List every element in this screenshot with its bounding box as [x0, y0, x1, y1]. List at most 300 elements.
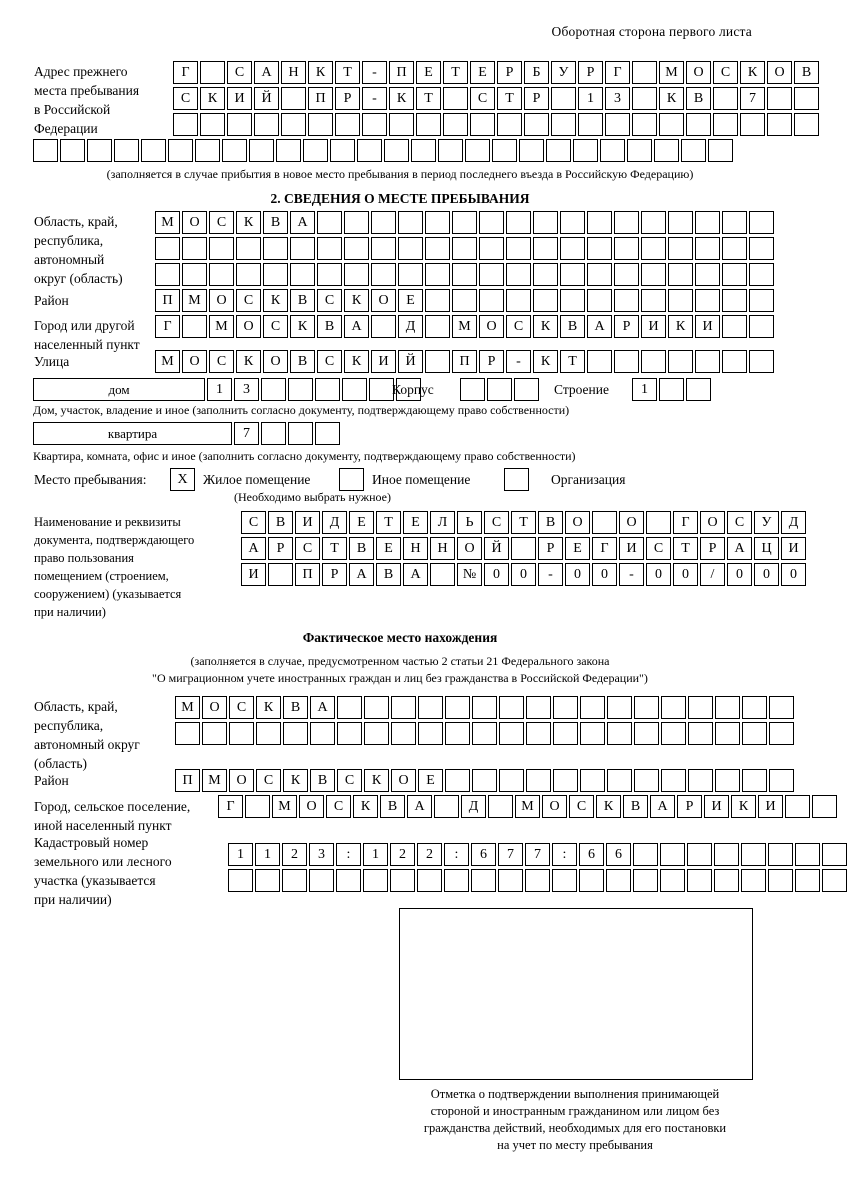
prev-address-r1-cell-15[interactable]: У: [551, 61, 576, 84]
actual-city-cell-4[interactable]: О: [299, 795, 324, 818]
prev-address-r4-cell-9[interactable]: [249, 139, 274, 162]
document-r2-cell-5[interactable]: В: [349, 537, 374, 560]
prev-address-r3-cell-10[interactable]: [416, 113, 441, 136]
district-cell-11[interactable]: [425, 289, 450, 312]
actual-region-r2-cell-3[interactable]: [229, 722, 254, 745]
prev-address-r4-cell-18[interactable]: [492, 139, 517, 162]
city-cell-16[interactable]: В: [560, 315, 585, 338]
prev-address-r4-cell-2[interactable]: [60, 139, 85, 162]
actual-region-r1-cell-9[interactable]: [391, 696, 416, 719]
document-r1-cell-7[interactable]: Е: [403, 511, 428, 534]
region-r1-cell-18[interactable]: [614, 211, 639, 234]
document-r1-cell-21[interactable]: Д: [781, 511, 806, 534]
document-r2-cell-15[interactable]: И: [619, 537, 644, 560]
city-cell-10[interactable]: Д: [398, 315, 423, 338]
prev-address-r4-cell-16[interactable]: [438, 139, 463, 162]
prev-address-r2-cell-15[interactable]: [551, 87, 576, 110]
prev-address-r3-cell-3[interactable]: [227, 113, 252, 136]
city-row[interactable]: [155, 315, 776, 338]
district-cell-3[interactable]: О: [209, 289, 234, 312]
prev-address-r4-cell-14[interactable]: [384, 139, 409, 162]
street-cell-7[interactable]: С: [317, 350, 342, 373]
prev-address-r2-cell-3[interactable]: И: [227, 87, 252, 110]
city-cell-19[interactable]: И: [641, 315, 666, 338]
actual-region-r1-cell-7[interactable]: [337, 696, 362, 719]
cadastral-r1-cell-11[interactable]: 7: [498, 843, 523, 866]
prev-address-r4-cell-6[interactable]: [168, 139, 193, 162]
actual-region-r2-cell-7[interactable]: [337, 722, 362, 745]
region-r1-cell-16[interactable]: [560, 211, 585, 234]
region-row-1[interactable]: [155, 211, 776, 234]
region-r1-cell-23[interactable]: [749, 211, 774, 234]
region-r2-cell-22[interactable]: [722, 237, 747, 260]
prev-address-r1-cell-8[interactable]: -: [362, 61, 387, 84]
document-r3-cell-10[interactable]: 0: [484, 563, 509, 586]
region-r3-cell-7[interactable]: [317, 263, 342, 286]
flat-cell-4[interactable]: [315, 422, 340, 445]
region-r1-cell-14[interactable]: [506, 211, 531, 234]
actual-district-cell-10[interactable]: Е: [418, 769, 443, 792]
prev-address-r4-cell-19[interactable]: [519, 139, 544, 162]
actual-city-cell-5[interactable]: С: [326, 795, 351, 818]
region-r3-cell-19[interactable]: [641, 263, 666, 286]
prev-address-r1-cell-17[interactable]: Г: [605, 61, 630, 84]
prev-address-r1-cell-7[interactable]: Т: [335, 61, 360, 84]
document-row-1[interactable]: [241, 511, 808, 534]
actual-city-cell-12[interactable]: М: [515, 795, 540, 818]
prev-address-r2-cell-12[interactable]: С: [470, 87, 495, 110]
street-cell-17[interactable]: [587, 350, 612, 373]
region-r1-cell-13[interactable]: [479, 211, 504, 234]
actual-region-r1-cell-1[interactable]: М: [175, 696, 200, 719]
prev-address-r1-cell-24[interactable]: В: [794, 61, 819, 84]
district-cell-4[interactable]: С: [236, 289, 261, 312]
actual-district-cell-5[interactable]: К: [283, 769, 308, 792]
cadastral-r1-cell-7[interactable]: 2: [390, 843, 415, 866]
street-cell-21[interactable]: [695, 350, 720, 373]
region-r3-cell-9[interactable]: [371, 263, 396, 286]
prev-address-r3-cell-21[interactable]: [713, 113, 738, 136]
actual-region-r2-cell-10[interactable]: [418, 722, 443, 745]
district-cell-15[interactable]: [533, 289, 558, 312]
prev-address-r2-cell-22[interactable]: 7: [740, 87, 765, 110]
document-r1-cell-14[interactable]: [592, 511, 617, 534]
region-r3-cell-3[interactable]: [209, 263, 234, 286]
prev-address-r3-cell-16[interactable]: [578, 113, 603, 136]
prev-address-row-2[interactable]: [173, 87, 821, 110]
prev-address-r2-cell-18[interactable]: [632, 87, 657, 110]
actual-district-cell-16[interactable]: [580, 769, 605, 792]
street-cell-4[interactable]: К: [236, 350, 261, 373]
stroenie-cell-1[interactable]: 1: [632, 378, 657, 401]
house-cell-2[interactable]: 3: [234, 378, 259, 401]
city-cell-22[interactable]: [722, 315, 747, 338]
actual-region-r1-cell-10[interactable]: [418, 696, 443, 719]
prev-address-r3-cell-1[interactable]: [173, 113, 198, 136]
document-r3-cell-9[interactable]: №: [457, 563, 482, 586]
document-r3-cell-14[interactable]: 0: [592, 563, 617, 586]
city-cell-6[interactable]: К: [290, 315, 315, 338]
document-r1-cell-6[interactable]: Т: [376, 511, 401, 534]
region-r1-cell-8[interactable]: [344, 211, 369, 234]
house-cell-7[interactable]: [369, 378, 394, 401]
street-cell-14[interactable]: -: [506, 350, 531, 373]
actual-district-cell-1[interactable]: П: [175, 769, 200, 792]
actual-region-r1-cell-12[interactable]: [472, 696, 497, 719]
prev-address-r1-cell-14[interactable]: Б: [524, 61, 549, 84]
actual-city-cell-17[interactable]: А: [650, 795, 675, 818]
actual-city-cell-14[interactable]: С: [569, 795, 594, 818]
region-r2-cell-20[interactable]: [668, 237, 693, 260]
street-cell-1[interactable]: М: [155, 350, 180, 373]
street-cell-10[interactable]: Й: [398, 350, 423, 373]
actual-region-r1-cell-14[interactable]: [526, 696, 551, 719]
cadastral-r2-cell-14[interactable]: [579, 869, 604, 892]
street-cell-15[interactable]: К: [533, 350, 558, 373]
region-r3-cell-14[interactable]: [506, 263, 531, 286]
district-cell-10[interactable]: Е: [398, 289, 423, 312]
prev-address-r1-cell-23[interactable]: О: [767, 61, 792, 84]
prev-address-r1-cell-2[interactable]: [200, 61, 225, 84]
prev-address-r3-cell-11[interactable]: [443, 113, 468, 136]
prev-address-r4-cell-25[interactable]: [681, 139, 706, 162]
prev-address-r3-cell-9[interactable]: [389, 113, 414, 136]
city-cell-14[interactable]: С: [506, 315, 531, 338]
document-r2-cell-9[interactable]: О: [457, 537, 482, 560]
house-cell-5[interactable]: [315, 378, 340, 401]
actual-city-cell-6[interactable]: К: [353, 795, 378, 818]
region-r2-cell-14[interactable]: [506, 237, 531, 260]
actual-region-r1-cell-5[interactable]: В: [283, 696, 308, 719]
region-row-2[interactable]: [155, 237, 776, 260]
cadastral-r1-cell-6[interactable]: 1: [363, 843, 388, 866]
actual-district-cell-9[interactable]: О: [391, 769, 416, 792]
document-r2-cell-21[interactable]: И: [781, 537, 806, 560]
actual-region-r2-cell-11[interactable]: [445, 722, 470, 745]
prev-address-r1-cell-16[interactable]: Р: [578, 61, 603, 84]
prev-address-r2-cell-9[interactable]: К: [389, 87, 414, 110]
actual-region-r1-cell-4[interactable]: К: [256, 696, 281, 719]
cadastral-r2-cell-20[interactable]: [741, 869, 766, 892]
prev-address-r2-cell-6[interactable]: П: [308, 87, 333, 110]
document-r2-cell-12[interactable]: Р: [538, 537, 563, 560]
actual-district-cell-17[interactable]: [607, 769, 632, 792]
actual-region-r1-cell-19[interactable]: [661, 696, 686, 719]
actual-region-r2-cell-13[interactable]: [499, 722, 524, 745]
cadastral-r2-cell-15[interactable]: [606, 869, 631, 892]
region-r1-cell-11[interactable]: [425, 211, 450, 234]
document-r2-cell-18[interactable]: Р: [700, 537, 725, 560]
street-row[interactable]: [155, 350, 776, 373]
cadastral-r1-cell-10[interactable]: 6: [471, 843, 496, 866]
region-r1-cell-7[interactable]: [317, 211, 342, 234]
prev-address-r4-cell-20[interactable]: [546, 139, 571, 162]
district-cell-8[interactable]: К: [344, 289, 369, 312]
prev-address-r4-cell-12[interactable]: [330, 139, 355, 162]
document-r2-cell-1[interactable]: А: [241, 537, 266, 560]
prev-address-r2-cell-16[interactable]: 1: [578, 87, 603, 110]
cadastral-r2-cell-5[interactable]: [336, 869, 361, 892]
document-r1-cell-1[interactable]: С: [241, 511, 266, 534]
document-row-2[interactable]: [241, 537, 808, 560]
cadastral-r2-cell-6[interactable]: [363, 869, 388, 892]
document-r2-cell-4[interactable]: Т: [322, 537, 347, 560]
prev-address-r3-cell-17[interactable]: [605, 113, 630, 136]
document-r2-cell-14[interactable]: Г: [592, 537, 617, 560]
prev-address-row-3[interactable]: [173, 113, 821, 136]
city-cell-12[interactable]: М: [452, 315, 477, 338]
document-r1-cell-12[interactable]: В: [538, 511, 563, 534]
prev-address-r4-cell-8[interactable]: [222, 139, 247, 162]
prev-address-r4-cell-24[interactable]: [654, 139, 679, 162]
prev-address-r4-cell-7[interactable]: [195, 139, 220, 162]
cadastral-r1-cell-14[interactable]: 6: [579, 843, 604, 866]
actual-region-r1-cell-3[interactable]: С: [229, 696, 254, 719]
region-r2-cell-17[interactable]: [587, 237, 612, 260]
actual-district-cell-7[interactable]: С: [337, 769, 362, 792]
house-cell-4[interactable]: [288, 378, 313, 401]
region-r3-cell-8[interactable]: [344, 263, 369, 286]
cadastral-r1-cell-1[interactable]: 1: [228, 843, 253, 866]
prev-address-r2-cell-23[interactable]: [767, 87, 792, 110]
place-type-checkbox-organization[interactable]: [504, 468, 529, 491]
prev-address-r3-cell-14[interactable]: [524, 113, 549, 136]
prev-address-r3-cell-7[interactable]: [335, 113, 360, 136]
cadastral-r1-cell-17[interactable]: [660, 843, 685, 866]
cadastral-row-2[interactable]: [228, 869, 849, 892]
actual-region-r2-cell-17[interactable]: [607, 722, 632, 745]
region-r2-cell-2[interactable]: [182, 237, 207, 260]
actual-city-cell-15[interactable]: К: [596, 795, 621, 818]
actual-region-r1-cell-23[interactable]: [769, 696, 794, 719]
document-r2-cell-2[interactable]: Р: [268, 537, 293, 560]
flat-cell-1[interactable]: 7: [234, 422, 259, 445]
actual-district-cell-4[interactable]: С: [256, 769, 281, 792]
prev-address-r4-cell-3[interactable]: [87, 139, 112, 162]
district-cell-7[interactable]: С: [317, 289, 342, 312]
city-cell-7[interactable]: В: [317, 315, 342, 338]
prev-address-r4-cell-22[interactable]: [600, 139, 625, 162]
region-r2-cell-8[interactable]: [344, 237, 369, 260]
cadastral-r1-cell-5[interactable]: :: [336, 843, 361, 866]
prev-address-r4-cell-15[interactable]: [411, 139, 436, 162]
cadastral-r1-cell-22[interactable]: [795, 843, 820, 866]
actual-region-r1-cell-20[interactable]: [688, 696, 713, 719]
actual-region-r1-cell-11[interactable]: [445, 696, 470, 719]
region-r1-cell-10[interactable]: [398, 211, 423, 234]
district-cell-23[interactable]: [749, 289, 774, 312]
document-r3-cell-3[interactable]: П: [295, 563, 320, 586]
actual-region-r1-cell-6[interactable]: А: [310, 696, 335, 719]
prev-address-r1-cell-3[interactable]: С: [227, 61, 252, 84]
cadastral-r2-cell-12[interactable]: [525, 869, 550, 892]
document-r3-cell-7[interactable]: А: [403, 563, 428, 586]
document-r3-cell-8[interactable]: [430, 563, 455, 586]
document-r3-cell-2[interactable]: [268, 563, 293, 586]
city-cell-13[interactable]: О: [479, 315, 504, 338]
actual-region-r2-cell-9[interactable]: [391, 722, 416, 745]
cadastral-r1-cell-2[interactable]: 1: [255, 843, 280, 866]
cadastral-r2-cell-13[interactable]: [552, 869, 577, 892]
actual-district-cell-3[interactable]: О: [229, 769, 254, 792]
prev-address-r4-cell-13[interactable]: [357, 139, 382, 162]
district-cell-17[interactable]: [587, 289, 612, 312]
cadastral-r2-cell-19[interactable]: [714, 869, 739, 892]
stamp-area-box[interactable]: [399, 908, 753, 1080]
actual-region-r2-cell-4[interactable]: [256, 722, 281, 745]
district-cell-18[interactable]: [614, 289, 639, 312]
document-r2-cell-6[interactable]: Е: [376, 537, 401, 560]
cadastral-r2-cell-18[interactable]: [687, 869, 712, 892]
actual-district-cell-8[interactable]: К: [364, 769, 389, 792]
city-cell-8[interactable]: А: [344, 315, 369, 338]
document-r2-cell-3[interactable]: С: [295, 537, 320, 560]
cadastral-r1-cell-23[interactable]: [822, 843, 847, 866]
region-r1-cell-6[interactable]: А: [290, 211, 315, 234]
city-cell-18[interactable]: Р: [614, 315, 639, 338]
actual-district-cell-13[interactable]: [499, 769, 524, 792]
actual-city-cell-11[interactable]: [488, 795, 513, 818]
cadastral-r1-cell-3[interactable]: 2: [282, 843, 307, 866]
street-cell-12[interactable]: П: [452, 350, 477, 373]
prev-address-r2-cell-14[interactable]: Р: [524, 87, 549, 110]
street-cell-13[interactable]: Р: [479, 350, 504, 373]
place-type-checkbox-residential[interactable]: X: [170, 468, 195, 491]
street-cell-11[interactable]: [425, 350, 450, 373]
district-cell-19[interactable]: [641, 289, 666, 312]
prev-address-r3-cell-12[interactable]: [470, 113, 495, 136]
house-cell-1[interactable]: 1: [207, 378, 232, 401]
street-cell-23[interactable]: [749, 350, 774, 373]
street-cell-8[interactable]: К: [344, 350, 369, 373]
city-cell-20[interactable]: К: [668, 315, 693, 338]
region-r2-cell-10[interactable]: [398, 237, 423, 260]
district-cell-5[interactable]: К: [263, 289, 288, 312]
region-r1-cell-12[interactable]: [452, 211, 477, 234]
prev-address-r4-cell-17[interactable]: [465, 139, 490, 162]
prev-address-r3-cell-19[interactable]: [659, 113, 684, 136]
prev-address-r3-cell-2[interactable]: [200, 113, 225, 136]
document-r1-cell-19[interactable]: С: [727, 511, 752, 534]
cadastral-r1-cell-9[interactable]: :: [444, 843, 469, 866]
prev-address-r2-cell-2[interactable]: К: [200, 87, 225, 110]
document-r3-cell-13[interactable]: 0: [565, 563, 590, 586]
actual-region-r2-cell-8[interactable]: [364, 722, 389, 745]
document-r2-cell-19[interactable]: А: [727, 537, 752, 560]
region-r3-cell-22[interactable]: [722, 263, 747, 286]
region-r2-cell-11[interactable]: [425, 237, 450, 260]
document-row-3[interactable]: [241, 563, 808, 586]
prev-address-r2-cell-1[interactable]: С: [173, 87, 198, 110]
city-cell-1[interactable]: Г: [155, 315, 180, 338]
cadastral-r2-cell-10[interactable]: [471, 869, 496, 892]
street-cell-5[interactable]: О: [263, 350, 288, 373]
region-r1-cell-19[interactable]: [641, 211, 666, 234]
actual-district-cell-22[interactable]: [742, 769, 767, 792]
region-r3-cell-21[interactable]: [695, 263, 720, 286]
cadastral-r1-cell-12[interactable]: 7: [525, 843, 550, 866]
document-r1-cell-13[interactable]: О: [565, 511, 590, 534]
stroenie-cell-2[interactable]: [659, 378, 684, 401]
document-r2-cell-17[interactable]: Т: [673, 537, 698, 560]
actual-region-r2-cell-12[interactable]: [472, 722, 497, 745]
cadastral-r2-cell-17[interactable]: [660, 869, 685, 892]
prev-address-r1-cell-18[interactable]: [632, 61, 657, 84]
region-r2-cell-16[interactable]: [560, 237, 585, 260]
document-r3-cell-4[interactable]: Р: [322, 563, 347, 586]
region-r1-cell-22[interactable]: [722, 211, 747, 234]
cadastral-r2-cell-11[interactable]: [498, 869, 523, 892]
district-row[interactable]: [155, 289, 776, 312]
prev-address-r4-cell-10[interactable]: [276, 139, 301, 162]
document-r3-cell-20[interactable]: 0: [754, 563, 779, 586]
prev-address-r3-cell-13[interactable]: [497, 113, 522, 136]
city-cell-15[interactable]: К: [533, 315, 558, 338]
prev-address-r2-cell-10[interactable]: Т: [416, 87, 441, 110]
document-r1-cell-15[interactable]: О: [619, 511, 644, 534]
prev-address-r1-cell-6[interactable]: К: [308, 61, 333, 84]
cadastral-r2-cell-8[interactable]: [417, 869, 442, 892]
region-r2-cell-21[interactable]: [695, 237, 720, 260]
region-r3-cell-11[interactable]: [425, 263, 450, 286]
document-r2-cell-13[interactable]: Е: [565, 537, 590, 560]
prev-address-r2-cell-24[interactable]: [794, 87, 819, 110]
actual-region-r1-cell-8[interactable]: [364, 696, 389, 719]
actual-city-row[interactable]: [218, 795, 839, 818]
actual-region-r1-cell-2[interactable]: О: [202, 696, 227, 719]
prev-address-r1-cell-11[interactable]: Т: [443, 61, 468, 84]
region-r2-cell-12[interactable]: [452, 237, 477, 260]
cadastral-r1-cell-13[interactable]: :: [552, 843, 577, 866]
region-r3-cell-17[interactable]: [587, 263, 612, 286]
house-cell-6[interactable]: [342, 378, 367, 401]
cadastral-r2-cell-7[interactable]: [390, 869, 415, 892]
prev-address-r1-cell-20[interactable]: О: [686, 61, 711, 84]
cadastral-r1-cell-8[interactable]: 2: [417, 843, 442, 866]
prev-address-row-1[interactable]: [173, 61, 821, 84]
korpus-cell-1[interactable]: [460, 378, 485, 401]
actual-region-row-2[interactable]: [175, 722, 796, 745]
actual-region-r2-cell-16[interactable]: [580, 722, 605, 745]
actual-city-cell-2[interactable]: [245, 795, 270, 818]
prev-address-r1-cell-5[interactable]: Н: [281, 61, 306, 84]
actual-district-cell-14[interactable]: [526, 769, 551, 792]
region-r3-cell-18[interactable]: [614, 263, 639, 286]
prev-address-r1-cell-13[interactable]: Р: [497, 61, 522, 84]
document-r1-cell-8[interactable]: Л: [430, 511, 455, 534]
region-r3-cell-4[interactable]: [236, 263, 261, 286]
stroenie-cell-3[interactable]: [686, 378, 711, 401]
document-r1-cell-5[interactable]: Е: [349, 511, 374, 534]
korpus-cell-3[interactable]: [514, 378, 539, 401]
district-cell-21[interactable]: [695, 289, 720, 312]
cadastral-r2-cell-1[interactable]: [228, 869, 253, 892]
city-cell-17[interactable]: А: [587, 315, 612, 338]
prev-address-r1-cell-19[interactable]: М: [659, 61, 684, 84]
actual-region-r1-cell-21[interactable]: [715, 696, 740, 719]
prev-address-r3-cell-5[interactable]: [281, 113, 306, 136]
actual-region-r1-cell-13[interactable]: [499, 696, 524, 719]
actual-district-cell-20[interactable]: [688, 769, 713, 792]
actual-region-r1-cell-22[interactable]: [742, 696, 767, 719]
prev-address-r2-cell-20[interactable]: В: [686, 87, 711, 110]
prev-address-r4-cell-21[interactable]: [573, 139, 598, 162]
prev-address-r1-cell-1[interactable]: Г: [173, 61, 198, 84]
document-r2-cell-11[interactable]: [511, 537, 536, 560]
region-r1-cell-20[interactable]: [668, 211, 693, 234]
actual-region-r2-cell-23[interactable]: [769, 722, 794, 745]
region-r1-cell-9[interactable]: [371, 211, 396, 234]
